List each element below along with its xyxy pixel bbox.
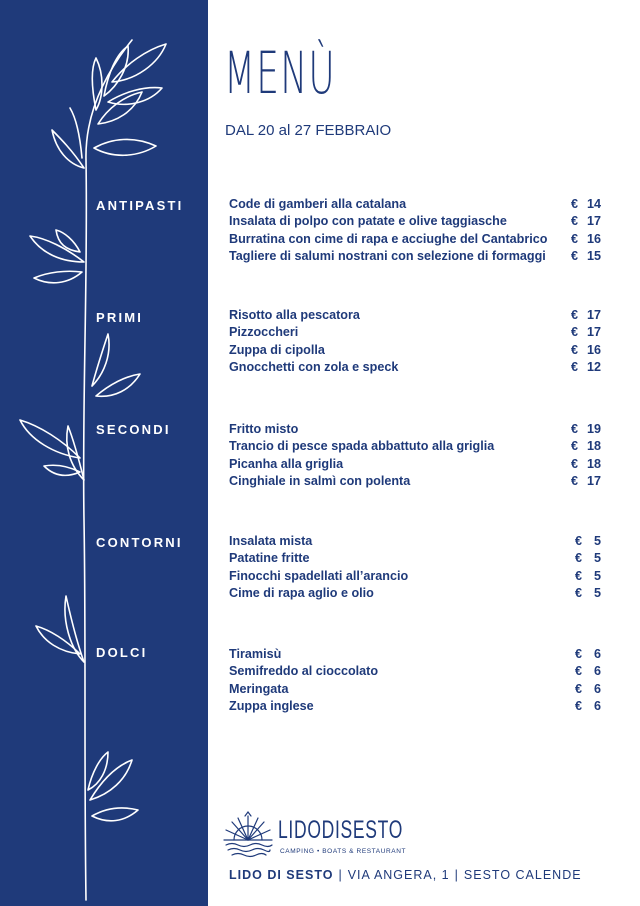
item-price: 5 bbox=[593, 551, 601, 566]
item-currency: € bbox=[575, 534, 583, 548]
item-price: 6 bbox=[593, 681, 601, 696]
menu-item bbox=[229, 214, 601, 231]
address-city: SESTO CALENDE bbox=[463, 868, 582, 882]
item-currency: € bbox=[575, 647, 583, 661]
address-line bbox=[229, 868, 582, 882]
item-name: Zuppa di cipolla bbox=[229, 342, 325, 357]
date-range: DAL 20 al 27 FEBBRAIO bbox=[225, 122, 392, 139]
menu-item bbox=[229, 647, 601, 664]
item-currency: € bbox=[571, 231, 579, 246]
item-price: 12 bbox=[586, 359, 601, 374]
item-price: 17 bbox=[586, 325, 601, 340]
item-currency: € bbox=[575, 698, 583, 713]
logo-wordmark: LIDODISESTO bbox=[278, 816, 404, 844]
menu-item bbox=[229, 360, 601, 377]
item-name: Insalata di polpo con patate e olive taggiasche bbox=[229, 214, 507, 229]
item-name: Risotto alla pescatora bbox=[229, 308, 360, 322]
item-currency: € bbox=[575, 681, 583, 696]
section-primi bbox=[229, 308, 601, 377]
menu-item bbox=[229, 343, 601, 360]
sunrise-compass-icon bbox=[220, 810, 276, 858]
item-name: Zuppa inglese bbox=[229, 698, 314, 713]
item-name: Code di gamberi alla catalana bbox=[229, 197, 407, 211]
menu-item bbox=[229, 586, 601, 603]
item-currency: € bbox=[571, 325, 579, 340]
item-price: 6 bbox=[593, 664, 601, 679]
item-currency: € bbox=[571, 308, 579, 322]
address-separator: | bbox=[454, 868, 459, 882]
section-dolci bbox=[229, 647, 601, 716]
address-name: LIDO DI SESTO bbox=[229, 868, 334, 882]
page-title: MENÙ bbox=[224, 39, 336, 107]
item-price: 16 bbox=[586, 231, 601, 246]
item-currency: € bbox=[571, 248, 579, 263]
menu-item bbox=[229, 457, 601, 474]
menu-item bbox=[229, 232, 601, 249]
menu-item bbox=[229, 308, 601, 325]
item-price: 16 bbox=[586, 342, 601, 357]
item-name: Trancio di pesce spada abbattuto alla griglia bbox=[229, 439, 495, 454]
item-name: Picanha alla griglia bbox=[229, 456, 344, 471]
menu-item bbox=[229, 682, 601, 699]
item-price: 14 bbox=[586, 197, 601, 211]
section-label-primi: PRIMI bbox=[96, 310, 144, 325]
lido-di-sesto-logo bbox=[220, 806, 407, 860]
section-contorni bbox=[229, 534, 601, 603]
menu-item bbox=[229, 197, 601, 214]
olive-branch-illustration bbox=[0, 0, 208, 906]
item-price: 5 bbox=[593, 568, 601, 583]
item-price: 6 bbox=[593, 698, 601, 713]
item-currency: € bbox=[571, 197, 579, 211]
menu-item bbox=[229, 439, 601, 456]
address-street: VIA ANGERA, 1 bbox=[347, 868, 450, 882]
menu-item bbox=[229, 551, 601, 568]
item-name: Semifreddo al cioccolato bbox=[229, 664, 379, 679]
item-price: 19 bbox=[586, 422, 601, 436]
item-currency: € bbox=[571, 359, 579, 374]
section-label-antipasti: ANTIPASTI bbox=[96, 198, 184, 213]
item-currency: € bbox=[571, 422, 579, 436]
item-name: Patatine fritte bbox=[229, 551, 310, 566]
item-price: 15 bbox=[586, 248, 601, 263]
section-label-secondi: SECONDI bbox=[96, 422, 171, 437]
logo-tagline: CAMPING • BOATS & RESTAURANT bbox=[280, 848, 407, 855]
item-price: 18 bbox=[586, 456, 601, 471]
item-currency: € bbox=[571, 439, 579, 454]
menu-item bbox=[229, 325, 601, 342]
item-price: 18 bbox=[586, 439, 601, 454]
menu-item bbox=[229, 699, 601, 716]
menu-item bbox=[229, 422, 601, 439]
item-name: Meringata bbox=[229, 681, 289, 696]
address-separator: | bbox=[338, 868, 343, 882]
item-currency: € bbox=[575, 568, 583, 583]
item-currency: € bbox=[575, 664, 583, 679]
menu-item bbox=[229, 569, 601, 586]
item-name: Gnocchetti con zola e speck bbox=[229, 359, 399, 374]
menu-item bbox=[229, 534, 601, 551]
item-name: Cinghiale in salmì con polenta bbox=[229, 473, 411, 488]
item-currency: € bbox=[571, 342, 579, 357]
item-name: Insalata mista bbox=[229, 534, 313, 548]
section-label-dolci: DOLCI bbox=[96, 645, 148, 660]
item-price: 17 bbox=[586, 473, 601, 488]
menu-item bbox=[229, 249, 601, 266]
menu-item bbox=[229, 474, 601, 491]
item-name: Burratina con cime di rapa e acciughe del Cantabrico bbox=[229, 231, 548, 246]
item-price: 6 bbox=[593, 647, 601, 661]
item-price: 5 bbox=[593, 585, 601, 600]
menu-item bbox=[229, 664, 601, 681]
item-price: 17 bbox=[586, 308, 601, 322]
section-secondi bbox=[229, 422, 601, 491]
item-name: Tiramisù bbox=[229, 647, 282, 661]
item-currency: € bbox=[571, 473, 579, 488]
section-label-contorni: CONTORNI bbox=[96, 535, 183, 550]
item-currency: € bbox=[575, 585, 583, 600]
item-name: Pizzoccheri bbox=[229, 325, 299, 340]
section-antipasti bbox=[229, 197, 601, 266]
item-name: Cime di rapa aglio e olio bbox=[229, 585, 374, 600]
item-price: 5 bbox=[593, 534, 601, 548]
item-name: Finocchi spadellati all’arancio bbox=[229, 568, 409, 583]
item-name: Fritto misto bbox=[229, 422, 299, 436]
item-currency: € bbox=[575, 551, 583, 566]
item-currency: € bbox=[571, 456, 579, 471]
item-currency: € bbox=[571, 214, 579, 229]
item-price: 17 bbox=[586, 214, 601, 229]
item-name: Tagliere di salumi nostrani con selezione di formaggi bbox=[229, 248, 546, 263]
